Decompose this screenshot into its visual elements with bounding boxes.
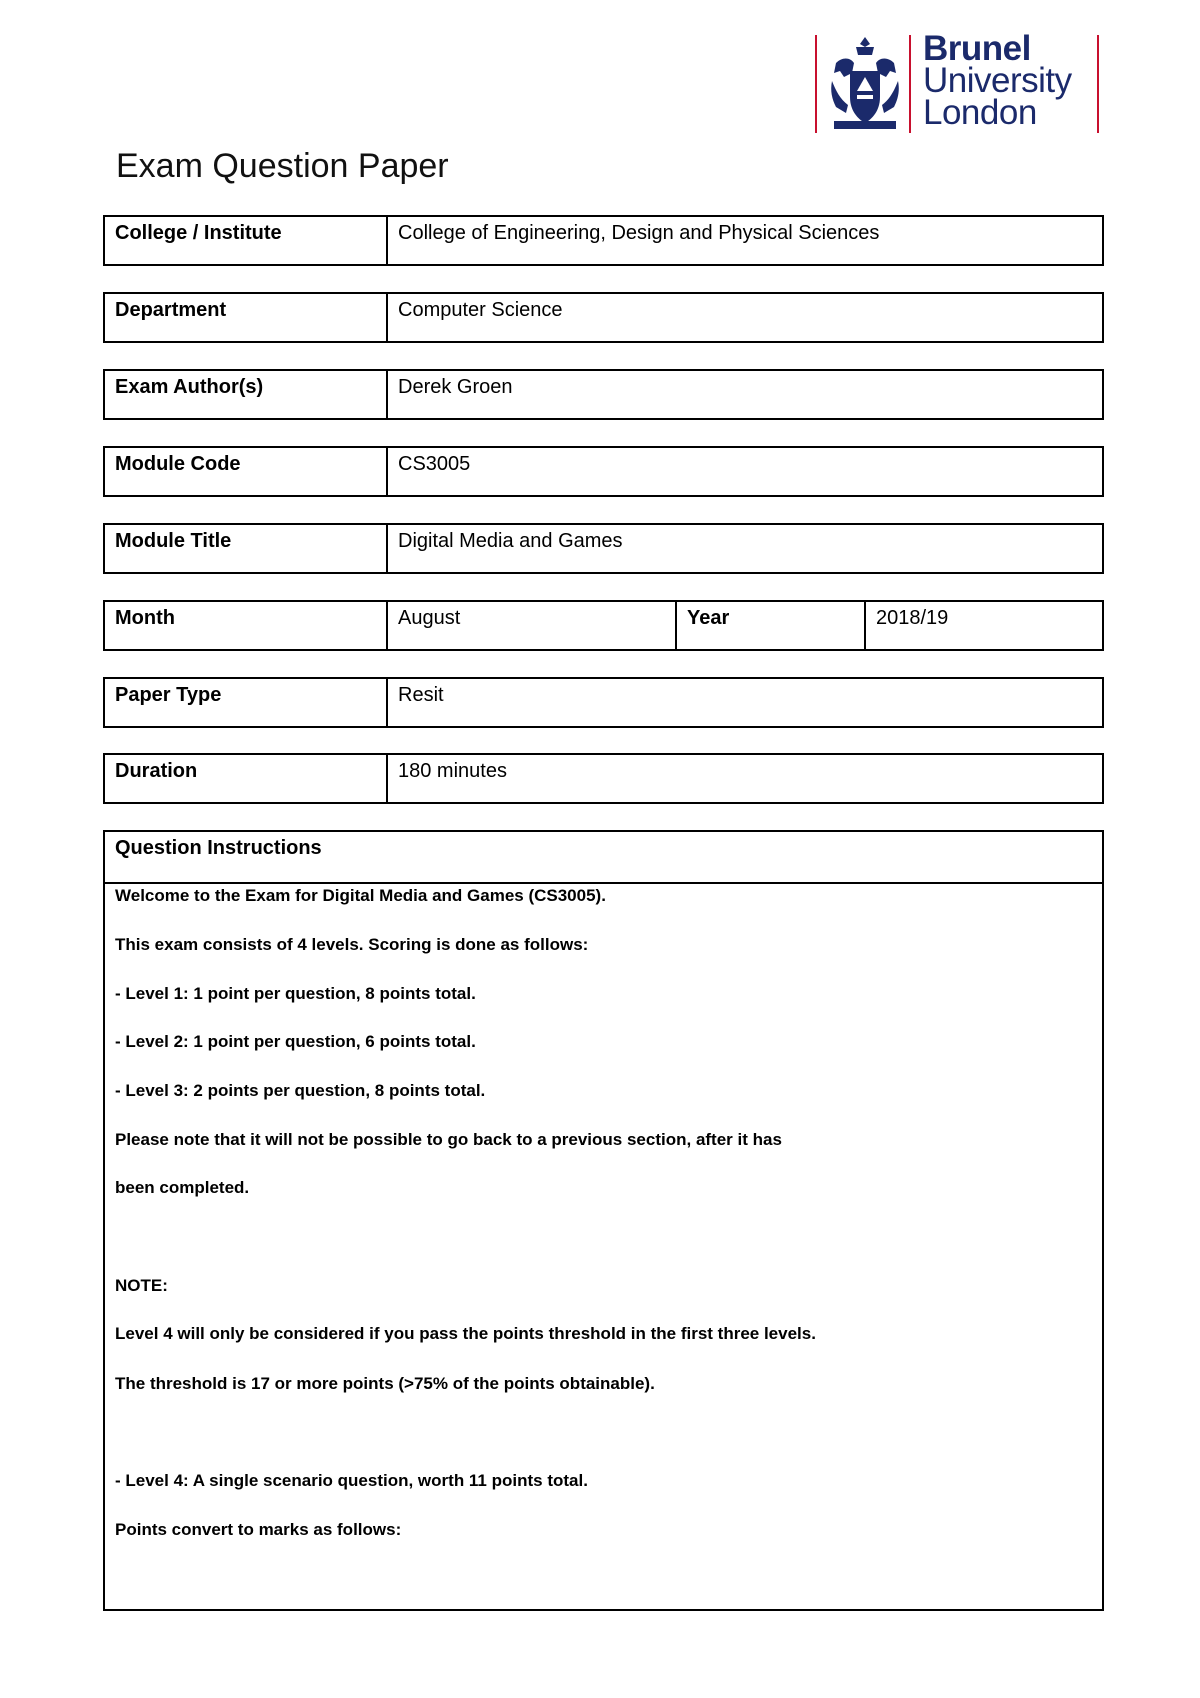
year-value: 2018/19: [876, 607, 949, 629]
instruction-line: been completed.: [115, 1178, 250, 1197]
page-title: Exam Question Paper: [116, 147, 449, 185]
college-row: [103, 215, 1104, 266]
author-label: Exam Author(s): [105, 371, 388, 418]
module-code-label: Module Code: [105, 448, 388, 495]
instruction-line: Points convert to marks as follows:: [115, 1520, 402, 1539]
year-label: Year: [677, 602, 866, 649]
author-row: [103, 369, 1104, 420]
instruction-line: The threshold is 17 or more points (>75% of the points obtainable).: [115, 1374, 655, 1393]
department-value: Computer Science: [398, 299, 563, 321]
author-value: Derek Groen: [398, 376, 513, 398]
module-code-row: [103, 446, 1104, 497]
department-row: [103, 292, 1104, 343]
wordmark-london: London: [923, 93, 1037, 132]
instruction-line: - Level 2: 1 point per question, 6 points total.: [115, 1032, 476, 1051]
instructions-heading: Question Instructions: [105, 832, 1102, 884]
wordmark-university: University: [923, 61, 1072, 100]
paper-type-value: Resit: [398, 684, 444, 706]
wordmark-brunel: Brunel: [923, 29, 1031, 68]
instruction-line: - Level 4: A single scenario question, worth 11 points total.: [115, 1471, 588, 1490]
paper-type-row: [103, 677, 1104, 728]
duration-label: Duration: [105, 755, 388, 802]
instruction-line: - Level 3: 2 points per question, 8 points total.: [115, 1081, 486, 1100]
instruction-line: - Level 1: 1 point per question, 8 points total.: [115, 984, 476, 1003]
college-value: College of Engineering, Design and Physical Sciences: [398, 222, 880, 244]
month-label: Month: [105, 602, 388, 649]
logo-divider: [909, 35, 911, 133]
department-label: Department: [105, 294, 388, 341]
question-instructions-box: [103, 830, 1104, 1611]
duration-row: [103, 753, 1104, 804]
instruction-line: Level 4 will only be considered if you pass the points threshold in the first three levels.: [115, 1324, 816, 1343]
logo-divider: [1097, 35, 1099, 133]
instruction-line: Welcome to the Exam for Digital Media and Games (CS3005).: [115, 886, 606, 905]
logo-divider: [815, 35, 817, 133]
paper-type-label: Paper Type: [105, 679, 388, 726]
module-code-value: CS3005: [398, 453, 471, 475]
module-title-label: Module Title: [105, 525, 388, 572]
instruction-line: Please note that it will not be possible to go back to a previous section, after it has: [115, 1130, 782, 1149]
university-wordmark: [923, 29, 1072, 132]
duration-value: 180 minutes: [398, 760, 507, 782]
instruction-line: NOTE:: [115, 1276, 168, 1295]
brunel-logo: [815, 29, 1105, 135]
month-year-row: [103, 600, 1104, 651]
module-title-value: Digital Media and Games: [398, 530, 623, 552]
university-crest-icon: [824, 33, 906, 135]
module-title-row: [103, 523, 1104, 574]
college-label: College / Institute: [105, 217, 388, 264]
month-value: August: [388, 602, 677, 649]
instruction-line: This exam consists of 4 levels. Scoring is done as follows:: [115, 935, 589, 954]
